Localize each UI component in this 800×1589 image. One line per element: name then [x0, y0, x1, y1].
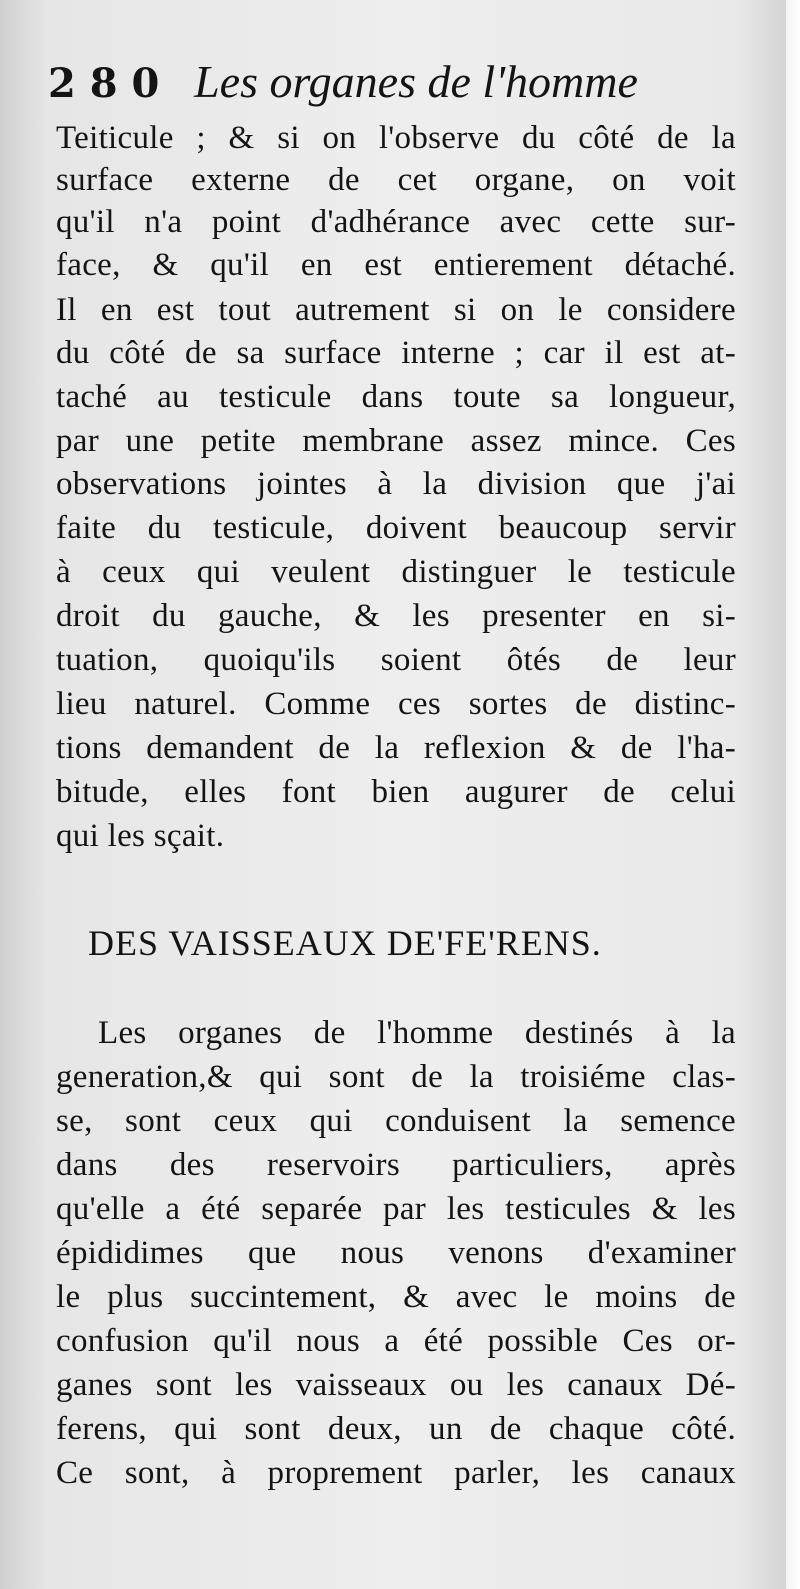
- text-line: tions demandent de la reflexion & de l'ha-: [56, 730, 736, 766]
- text-line: lieu naturel. Comme ces sortes de distinc-: [56, 686, 736, 722]
- text-line: Ce sont, à proprement parler, les canaux: [56, 1455, 736, 1491]
- text-line: qu'elle a été separée par les testicules & les: [56, 1191, 736, 1227]
- text-line: Les organes de l'homme destinés à la: [98, 1015, 736, 1051]
- text-line: le plus succintement, & avec le moins de: [56, 1279, 736, 1315]
- text-line: du côté de sa surface interne ; car il est at-: [56, 335, 736, 371]
- page-edge: [786, 0, 800, 1589]
- text-line: taché au testicule dans toute sa longueur,: [56, 379, 736, 415]
- text-line: épididimes que nous venons d'examiner: [56, 1235, 736, 1271]
- text-line: Il en est tout autrement si on le considere: [56, 292, 736, 328]
- text-line: observations jointes à la division que j'ai: [56, 466, 736, 502]
- page-number: 2 8 0: [48, 60, 160, 107]
- text-line: bitude, elles font bien augurer de celui: [56, 774, 736, 810]
- text-line: Teiticule ; & si on l'observe du côté de la: [56, 120, 736, 156]
- text-line: dans des reservoirs particuliers, après: [56, 1147, 736, 1183]
- text-line: qu'il n'a point d'adhérance avec cette sur-: [56, 204, 736, 240]
- text-line: confusion qu'il nous a été possible Ces or-: [56, 1323, 736, 1359]
- text-line: face, & qu'il en est entierement détaché.: [56, 247, 736, 283]
- text-line: ferens, qui sont deux, un de chaque côté.: [56, 1411, 736, 1447]
- text-line: surface externe de cet organe, on voit: [56, 162, 736, 198]
- running-title: Les organes de l'homme: [194, 56, 638, 107]
- text-line: par une petite membrane assez mince. Ces: [56, 423, 736, 459]
- page-header: [48, 52, 748, 112]
- text-line: faite du testicule, doivent beaucoup servir: [56, 510, 736, 546]
- section-heading: DES VAISSEAUX DE'FE'RENS.: [88, 923, 602, 963]
- text-line: tuation, quoiqu'ils soient ôtés de leur: [56, 642, 736, 678]
- text-line: à ceux qui veulent distinguer le testicule: [56, 554, 736, 590]
- text-line: ganes sont les vaisseaux ou les canaux Dé-: [56, 1367, 736, 1403]
- text-line: generation,& qui sont de la troisiéme clas-: [56, 1059, 736, 1095]
- text-line: qui les sçait.: [56, 818, 225, 854]
- text-line: se, sont ceux qui conduisent la semence: [56, 1103, 736, 1139]
- text-line: droit du gauche, & les presenter en si-: [56, 598, 736, 634]
